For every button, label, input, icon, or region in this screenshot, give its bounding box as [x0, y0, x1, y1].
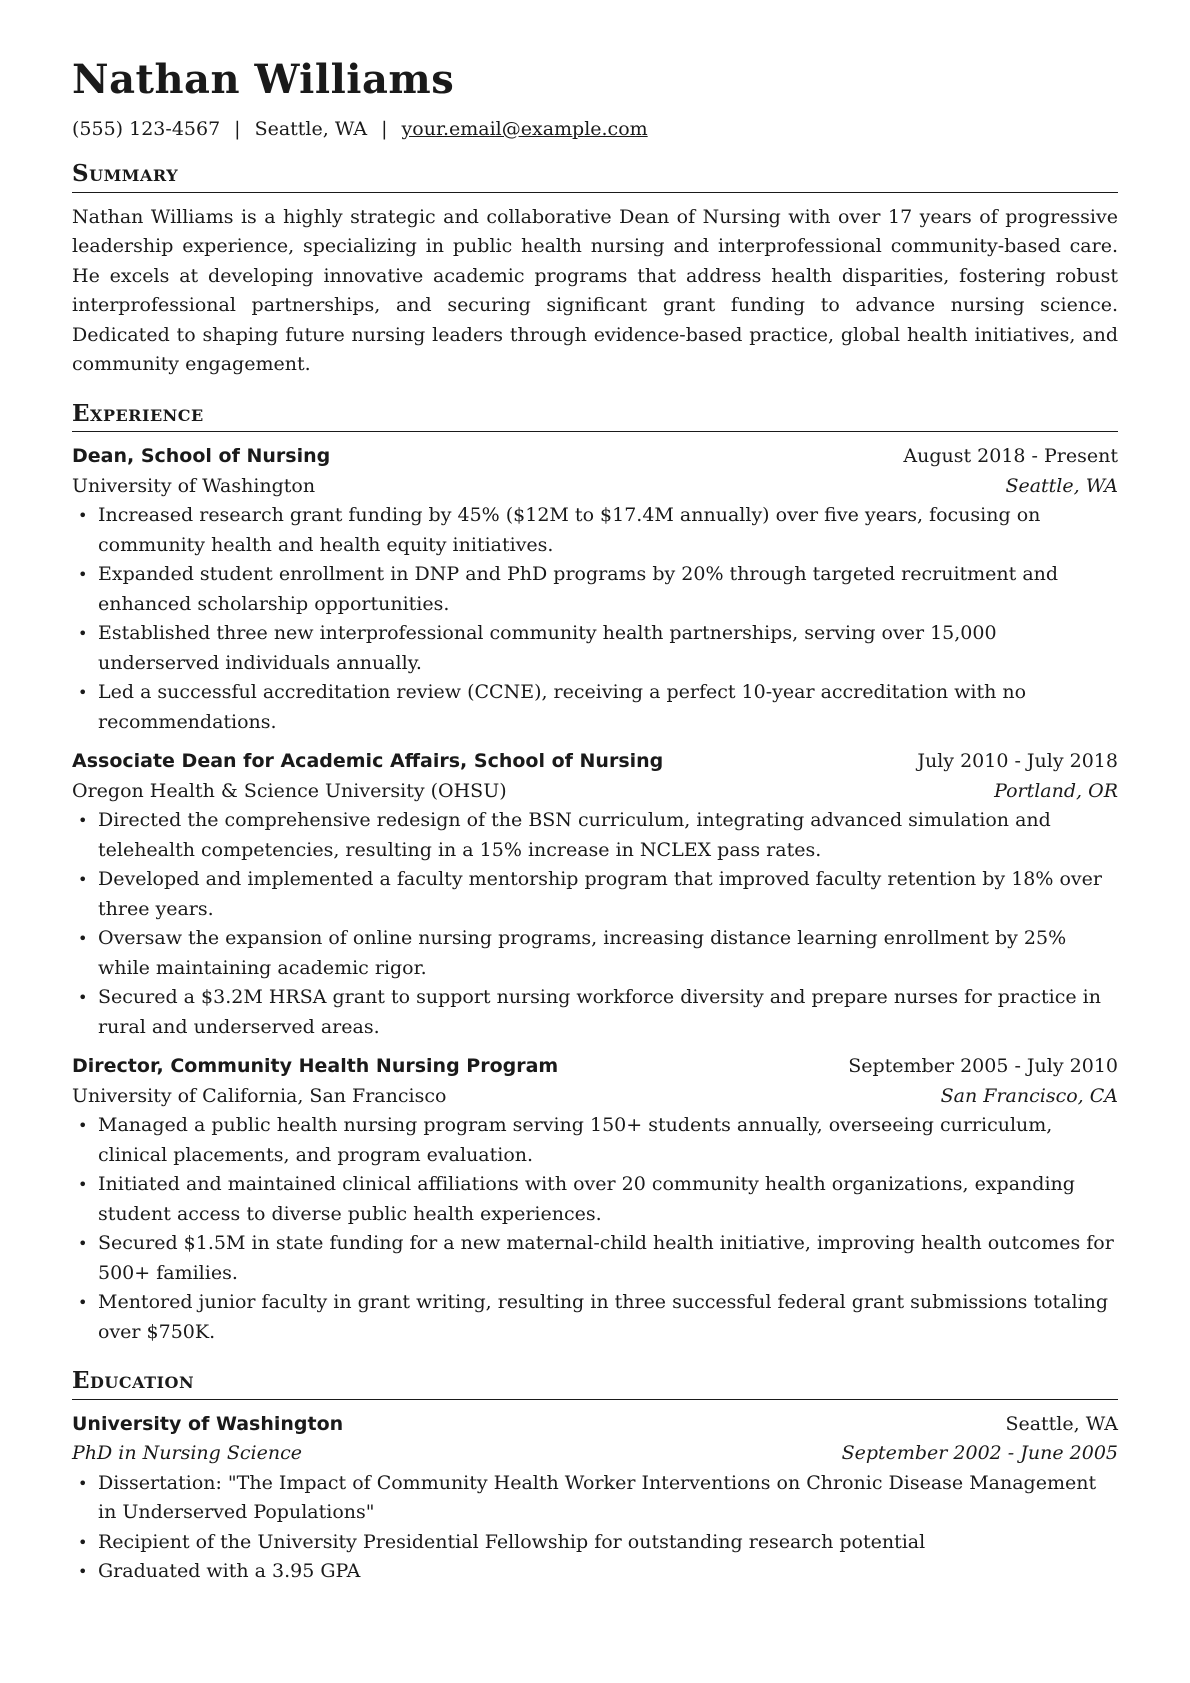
- bullet-icon: •: [78, 1562, 88, 1582]
- experience-list: [72, 442, 1118, 1347]
- list-item: [72, 1229, 1118, 1288]
- list-item: [72, 865, 1118, 924]
- list-item: [72, 1111, 1118, 1170]
- list-item: [72, 924, 1118, 983]
- entry-subheader-row: [72, 1439, 1118, 1469]
- candidate-name: Nathan Williams: [72, 56, 455, 103]
- list-item: [72, 1170, 1118, 1229]
- summary-heading: Summary: [72, 160, 1118, 193]
- list-item: [72, 678, 1118, 737]
- job-title: Associate Dean for Academic Affairs, School of Nursing: [72, 750, 664, 773]
- job-dates: August 2018 - Present: [903, 445, 1118, 468]
- email-link[interactable]: your.email@example.com: [401, 118, 648, 140]
- list-item: [72, 501, 1118, 560]
- list-item: [72, 1469, 1118, 1528]
- list-item: [72, 983, 1118, 1042]
- experience-entry: [72, 1052, 1118, 1347]
- bullet-text: Secured a $3.2M HRSA grant to support nursing workforce diversity and prepare nurses for practice in rural and underserved areas.: [98, 986, 1101, 1038]
- entry-header-row: [72, 1410, 1118, 1440]
- bullet-icon: •: [78, 1293, 88, 1313]
- contact-line: [72, 118, 1118, 140]
- bullet-text: Dissertation: "The Impact of Community Health Worker Interventions on Chronic Disease Management in Underserved Populations": [98, 1471, 1097, 1524]
- bullet-text: Mentored junior faculty in grant writing, resulting in three successful federal grant submissions totaling over $750K.: [98, 1291, 1109, 1343]
- school-location: Seattle, WA: [1005, 1412, 1118, 1435]
- bullet-text: Developed and implemented a faculty mentorship program that improved faculty retention by 18% over three years.: [98, 868, 1102, 920]
- list-item: [72, 1528, 1118, 1558]
- bullet-icon: •: [78, 1116, 88, 1136]
- bullet-text: Managed a public health nursing program serving 150+ students annually, overseeing curriculum, clinical placements, and program evaluation.: [98, 1114, 1053, 1166]
- bullet-icon: •: [78, 565, 88, 585]
- bullet-text: Led a successful accreditation review (CCNE), receiving a perfect 10-year accreditation with no recommendations.: [98, 681, 1027, 733]
- experience-entry: [72, 747, 1118, 1042]
- bullet-text: Recipient of the University Presidential Fellowship for outstanding research potential: [98, 1530, 926, 1553]
- bullet-icon: •: [78, 506, 88, 526]
- bullet-list: [72, 1111, 1118, 1347]
- bullet-icon: •: [78, 870, 88, 890]
- education-entry: [72, 1410, 1118, 1587]
- phone-number: (555) 123-4567: [72, 118, 221, 140]
- bullet-icon: •: [78, 683, 88, 703]
- bullet-icon: •: [78, 1532, 88, 1552]
- degree-name: PhD in Nursing Science: [72, 1442, 302, 1465]
- bullet-text: Established three new interprofessional community health partnerships, serving over 15,000 underserved individuals annually.: [98, 622, 997, 674]
- bullet-icon: •: [78, 1473, 88, 1493]
- employer-name: University of Washington: [72, 474, 316, 497]
- bullet-list: [72, 806, 1118, 1042]
- bullet-list: [72, 501, 1118, 737]
- entry-subheader-row: [72, 777, 1118, 807]
- bullet-icon: •: [78, 624, 88, 644]
- job-title: Director, Community Health Nursing Program: [72, 1055, 559, 1078]
- contact-separator: |: [381, 118, 388, 140]
- bullet-text: Oversaw the expansion of online nursing programs, increasing distance learning enrollment by 25% while maintaining academic rigor.: [98, 927, 1067, 979]
- education-dates: September 2002 - June 2005: [841, 1442, 1118, 1465]
- bullet-text: Initiated and maintained clinical affiliations with over 20 community health organizations, expanding student access to diverse public health experiences.: [98, 1173, 1075, 1225]
- bullet-text: Expanded student enrollment in DNP and PhD programs by 20% through targeted recruitment and enhanced scholarship opportunities.: [98, 563, 1059, 615]
- job-title: Dean, School of Nursing: [72, 445, 331, 468]
- bullet-text: Graduated with a 3.95 GPA: [98, 1560, 361, 1583]
- bullet-text: Increased research grant funding by 45% ($12M to $17.4M annually) over five years, focusing on community health and health equity initiatives.: [98, 504, 1041, 556]
- employer-name: University of California, San Francisco: [72, 1084, 447, 1107]
- bullet-list: [72, 1469, 1118, 1587]
- bullet-icon: •: [78, 811, 88, 831]
- list-item: [72, 1557, 1118, 1587]
- bullet-icon: •: [78, 1234, 88, 1254]
- entry-header-row: [72, 442, 1118, 472]
- bullet-icon: •: [78, 929, 88, 949]
- entry-subheader-row: [72, 1082, 1118, 1112]
- list-item: [72, 1288, 1118, 1347]
- bullet-icon: •: [78, 988, 88, 1008]
- education-list: [72, 1410, 1118, 1587]
- job-location: Portland, OR: [994, 779, 1118, 802]
- experience-entry: [72, 442, 1118, 737]
- job-location: San Francisco, CA: [940, 1084, 1118, 1107]
- entry-header-row: [72, 1052, 1118, 1082]
- bullet-text: Directed the comprehensive redesign of the BSN curriculum, integrating advanced simulation and telehealth competencies, resulting in a 15% increase in NCLEX pass rates.: [98, 809, 1051, 861]
- entry-header-row: [72, 747, 1118, 777]
- bullet-text: Secured $1.5M in state funding for a new maternal-child health initiative, improving health outcomes for 500+ families.: [98, 1232, 1114, 1284]
- job-dates: July 2010 - July 2018: [917, 750, 1118, 773]
- education-heading: Education: [72, 1367, 1118, 1400]
- school-name: University of Washington: [72, 1412, 344, 1435]
- contact-separator: |: [234, 118, 241, 140]
- job-location: Seattle, WA: [1005, 474, 1118, 497]
- employer-name: Oregon Health & Science University (OHSU): [72, 779, 507, 802]
- bullet-icon: •: [78, 1175, 88, 1195]
- entry-subheader-row: [72, 472, 1118, 502]
- contact-location: Seattle, WA: [254, 118, 368, 140]
- list-item: [72, 806, 1118, 865]
- list-item: [72, 560, 1118, 619]
- list-item: [72, 619, 1118, 678]
- summary-text: Nathan Williams is a highly strategic and collaborative Dean of Nursing with over 17 years of progressive leadership experience, specializing in public health nursing and interprofessional community-based care. He excels at developing innovative academic programs that address health disparities, fostering robust interprofessional partnerships, and securing significant grant funding to advance nursing science. Dedicated to shaping future nursing leaders through evidence-based practice, global health initiatives, and community engagement.: [72, 205, 1118, 376]
- experience-heading: Experience: [72, 400, 1118, 433]
- job-dates: September 2005 - July 2010: [848, 1055, 1118, 1078]
